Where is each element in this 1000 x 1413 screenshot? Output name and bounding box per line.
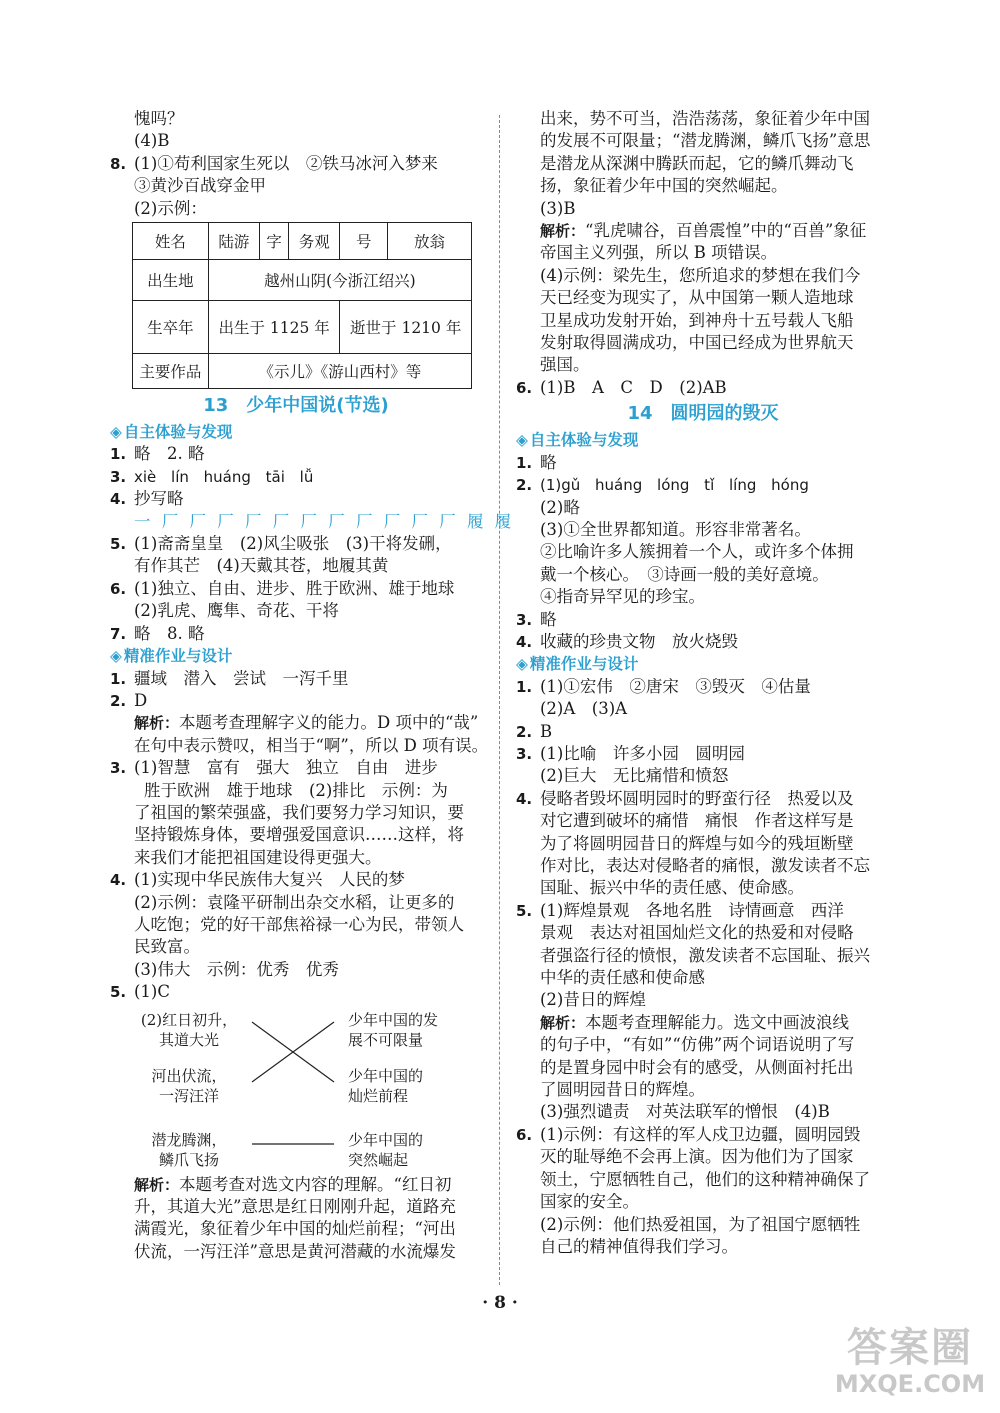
answer-line: (2)巨大 无比痛惜和愤怒 xyxy=(540,766,729,786)
table-cell: 务观 xyxy=(289,223,340,260)
table-cell: 放翁 xyxy=(388,223,472,260)
match-text: 一泻汪洋 xyxy=(158,1086,219,1105)
lesson-title: 14 圆明园的毁灭 xyxy=(627,403,779,425)
watermark-logo xyxy=(830,1325,990,1405)
answer-line: (2)略 xyxy=(540,497,580,517)
analysis-line: 升，其道大光”意思是红日刚刚升起，道路充 xyxy=(134,1197,456,1216)
answer-line: 景观 表达对祖国灿烂文化的热爱和对侵略 xyxy=(540,923,854,943)
answer-line: 4. 抄写略 xyxy=(110,489,184,509)
answer-line: 4. 收藏的珍贵文物 放火烧毁 xyxy=(516,631,738,651)
stroke-order-row: 一 厂 厂 厂 厂 厂 厂 厂 厂 厂 厂 厂 履 履 xyxy=(134,511,515,531)
page-number: · 8 · xyxy=(482,1293,518,1313)
diamond-icon: ◈ xyxy=(516,655,528,674)
answer-line: 卫星成功发射开始，到神舟十五号载人飞船 xyxy=(540,310,854,330)
answer-line: 灭的耻辱绝不会再上演。因为他们为了国家 xyxy=(540,1147,854,1167)
match-text: 少年中国的 xyxy=(348,1066,424,1085)
right-column xyxy=(516,108,890,1258)
answer-line: (4)示例：梁先生，您所追求的梦想在我们今 xyxy=(540,265,861,285)
section-heading: ◈ 精准作业与设计 xyxy=(110,647,233,666)
analysis-line: 是潜龙从深渊中腾跃而起，它的鳞爪舞动飞 xyxy=(540,153,854,173)
analysis-line: 伏流，一泻汪洋”意思是黄河潜藏的水流爆发 xyxy=(134,1241,456,1261)
question-5: 5. (1)斋斋皇皇 (2)风尘吸张 (3)干将发硎， xyxy=(110,534,452,554)
answer-line: 愧吗？ xyxy=(134,109,184,128)
answer-line: (3)B xyxy=(540,198,576,218)
diamond-icon: ◈ xyxy=(110,647,122,666)
analysis-line: 帝国主义列强，所以 B 项错误。 xyxy=(540,243,778,263)
answer-line: ③黄沙百战穿金甲 xyxy=(134,176,266,196)
analysis-line: 的发展不可限量；“潜龙腾渊，鳞爪飞扬”意思 xyxy=(540,131,871,151)
table-cell: 姓名 xyxy=(133,223,209,260)
question-number: 8. xyxy=(110,154,127,173)
question-7: 7. 略 8. 略 xyxy=(110,623,205,643)
answer-line: 2. (1)gǔ huáng lóng tǐ líng hóng xyxy=(516,476,809,495)
lesson-title: 13 少年中国说(节选) xyxy=(203,395,389,417)
match-text: 潜龙腾渊， xyxy=(151,1130,227,1149)
answer-line: 对它遭到破坏的痛惜 痛恨 作者这样写是 xyxy=(540,811,854,831)
matching-lines xyxy=(134,1004,484,1174)
match-text: 少年中国的发 xyxy=(348,1010,439,1029)
answer-line: 自己的精神值得我们学习。 xyxy=(540,1236,738,1256)
match-text: 突然崛起 xyxy=(348,1150,409,1169)
match-text: 灿烂前程 xyxy=(348,1086,409,1105)
answer-line: 1. 略 xyxy=(516,452,557,472)
match-text: 河出伏流， xyxy=(151,1066,227,1085)
table-cell: 越州山阴(今浙江绍兴) xyxy=(208,260,471,301)
answer-line: (2)示例：他们热爱祖国，为了祖国宁愿牺牲 xyxy=(540,1214,861,1234)
answer-line: 民致富。 xyxy=(134,937,200,957)
section-heading: ◈ 自主体验与发现 xyxy=(110,423,233,442)
answer-line: 1. (1)①宏伟 ②唐宋 ③毁灭 ④估量 xyxy=(516,676,811,696)
table-cell: 字 xyxy=(260,223,289,260)
answer-line: (2)示例：袁隆平研制出杂交水稻，让更多的 xyxy=(134,892,455,912)
match-text: 少年中国的 xyxy=(348,1130,424,1149)
answer-line: 为了将圆明园昔日的辉煌与如今的残垣断壁 xyxy=(540,833,854,853)
watermark-url: MXQE.COM xyxy=(834,1370,986,1398)
answer-line: 坚持锻炼身体，要增强爱国意识……这样，将 xyxy=(134,825,464,845)
left-column xyxy=(110,108,515,1263)
analysis-line: 的句子中，“有如”“仿佛”两个词语说明了写 xyxy=(540,1035,855,1055)
table-cell: 主要作品 xyxy=(133,354,209,389)
table-cell: 生卒年 xyxy=(133,301,209,354)
answer-line: 中华的责任感和使命感 xyxy=(540,968,705,988)
analysis-line: 扬，象征着少年中国的突然崛起。 xyxy=(540,176,788,196)
answer-line: 国家的安全。 xyxy=(540,1192,639,1212)
answer-line: 领土，宁愿牺牲自己，他们的这种精神确保了 xyxy=(540,1169,870,1189)
match-text: 鳞爪飞扬 xyxy=(158,1150,219,1169)
table-cell: 逝世于 1210 年 xyxy=(340,301,472,354)
answer-line: ④指奇异罕见的珍宝。 xyxy=(540,587,705,607)
answer-line: 2. D xyxy=(110,690,148,710)
section-heading: ◈ 精准作业与设计 xyxy=(516,655,639,674)
answer-line: 强国。 xyxy=(540,355,590,375)
question-6: 6. (1)独立、自由、进步、胜于欧洲、雄于地球 xyxy=(110,578,455,598)
answer-line: 人吃饱；党的好干部焦裕禄一心为民，带领人 xyxy=(134,914,464,934)
analysis-line: 解析：本题考查对选文内容的理解。“红日初 xyxy=(134,1174,452,1194)
answer-line: (3)①全世界都知道。形容非常著名。 xyxy=(540,519,811,539)
table-cell: 《示儿》《游山西村》等 xyxy=(208,354,471,389)
match-text: 展不可限量 xyxy=(348,1030,424,1049)
answer-line: 3. (1)比喻 许多小园 圆明园 xyxy=(516,743,745,763)
answer-line: 天已经变为现实了，从中国第一颗人造地球 xyxy=(540,288,854,308)
section-heading: ◈ 自主体验与发现 xyxy=(516,431,639,450)
analysis-line: 解析：本题考查理解能力。选文中画波浪线 xyxy=(540,1012,850,1032)
answer-line: (2)A (3)A xyxy=(540,699,628,719)
answer-line: 者强盗行径的愤恨，激发读者不忘国耻、振兴 xyxy=(540,945,870,965)
answer-line: (4)B xyxy=(134,131,170,151)
answer-line: 1. 略 2. 略 xyxy=(110,444,205,464)
answer-line: 发射取得圆满成功，中国已经成为世界航天 xyxy=(540,333,854,353)
question-8: 8. (1)①苟利国家生死以 ②铁马冰河入梦来 xyxy=(110,153,482,175)
table-cell: 号 xyxy=(340,223,388,260)
answer-line: 3. xiè lín huáng tāi lǚ xyxy=(110,467,314,486)
analysis-line: 解析：“乳虎啸谷，百兽震惶”中的“百兽”象征 xyxy=(540,221,867,241)
analysis-line: 解析：本题考查理解字义的能力。D 项中的“哉” xyxy=(134,713,479,733)
analysis-line: 了圆明园昔日的辉煌。 xyxy=(540,1080,705,1100)
diamond-icon: ◈ xyxy=(516,431,528,450)
diamond-icon: ◈ xyxy=(110,423,122,442)
answer-line: (2)昔日的辉煌 xyxy=(540,990,646,1010)
analysis-line: 的是置身园中时会有的感受，从侧面衬托出 xyxy=(540,1057,854,1077)
watermark-text: 答案圈 xyxy=(847,1325,973,1371)
answer-line: 了祖国的繁荣强盛，我们要努力学习知识，要 xyxy=(134,802,464,822)
answer-line: (2)乳虎、鹰隼、奇花、干将 xyxy=(134,601,339,621)
answer-line: 胜于欧洲 雄于地球 (2)排比 示例：为 xyxy=(144,780,448,800)
answer-line: 戴一个核心。 ③诗画一般的美好意境。 xyxy=(540,564,829,584)
answer-line: ②比喻许多人簇拥着一个人，或许多个体拥 xyxy=(540,542,854,562)
answer-line: 作对比，表达对侵略者的痛恨，激发读者不忘 xyxy=(540,856,870,875)
analysis-line: 满霞光，象征着少年中国的灿烂前程；“河出 xyxy=(134,1219,456,1239)
question-6b: 6. (1)示例：有这样的军人戍卫边疆，圆明园毁 xyxy=(516,1124,861,1144)
answer-line: (3)伟大 示例：优秀 优秀 xyxy=(134,959,339,979)
analysis-line: 在句中表示赞叹，相当于“啊”，所以 D 项有误。 xyxy=(134,735,489,755)
table-cell: 出生地 xyxy=(133,260,209,301)
question-5b: 5. (1)C xyxy=(110,982,170,1002)
match-text: (2)红日初升， xyxy=(140,1010,238,1029)
table-cell: 陆游 xyxy=(208,223,259,260)
lu-you-info-table xyxy=(132,222,472,389)
analysis-line: 出来，势不可当，浩浩荡荡，象征着少年中国 xyxy=(540,109,870,128)
question-5: 5. (1)辉煌景观 各地名胜 诗情画意 西洋 xyxy=(516,900,844,920)
answer-line: 2. B xyxy=(516,721,553,741)
match-text: 其道大光 xyxy=(158,1030,219,1049)
table-cell: 出生于 1125 年 xyxy=(208,301,340,354)
answer-line: (2)示例： xyxy=(134,198,207,218)
column-divider xyxy=(499,115,500,1285)
answer-line: 有作其芒 (4)天戴其苍，地履其黄 xyxy=(134,556,389,576)
question-3: 3. (1)智慧 富有 强大 独立 自由 进步 xyxy=(110,758,438,778)
answer-line: (3)强烈谴责 对英法联军的憎恨 (4)B xyxy=(540,1102,830,1122)
question-4: 4. 侵略者毁坏圆明园时的野蛮行径 热爱以及 xyxy=(516,788,854,808)
answer-line: 3. 略 xyxy=(516,609,557,629)
answer-line: 来我们才能把祖国建设得更强大。 xyxy=(134,847,382,867)
question-4: 4. (1)实现中华民族伟大复兴 人民的梦 xyxy=(110,870,405,890)
answer-line: 国耻、振兴中华的责任感、使命感。 xyxy=(540,878,804,898)
question-6: 6. (1)B A C D (2)AB xyxy=(516,377,727,397)
answer-line: 1. 疆域 潜入 尝试 一泻千里 xyxy=(110,668,349,688)
matching-diagram xyxy=(134,1004,482,1174)
